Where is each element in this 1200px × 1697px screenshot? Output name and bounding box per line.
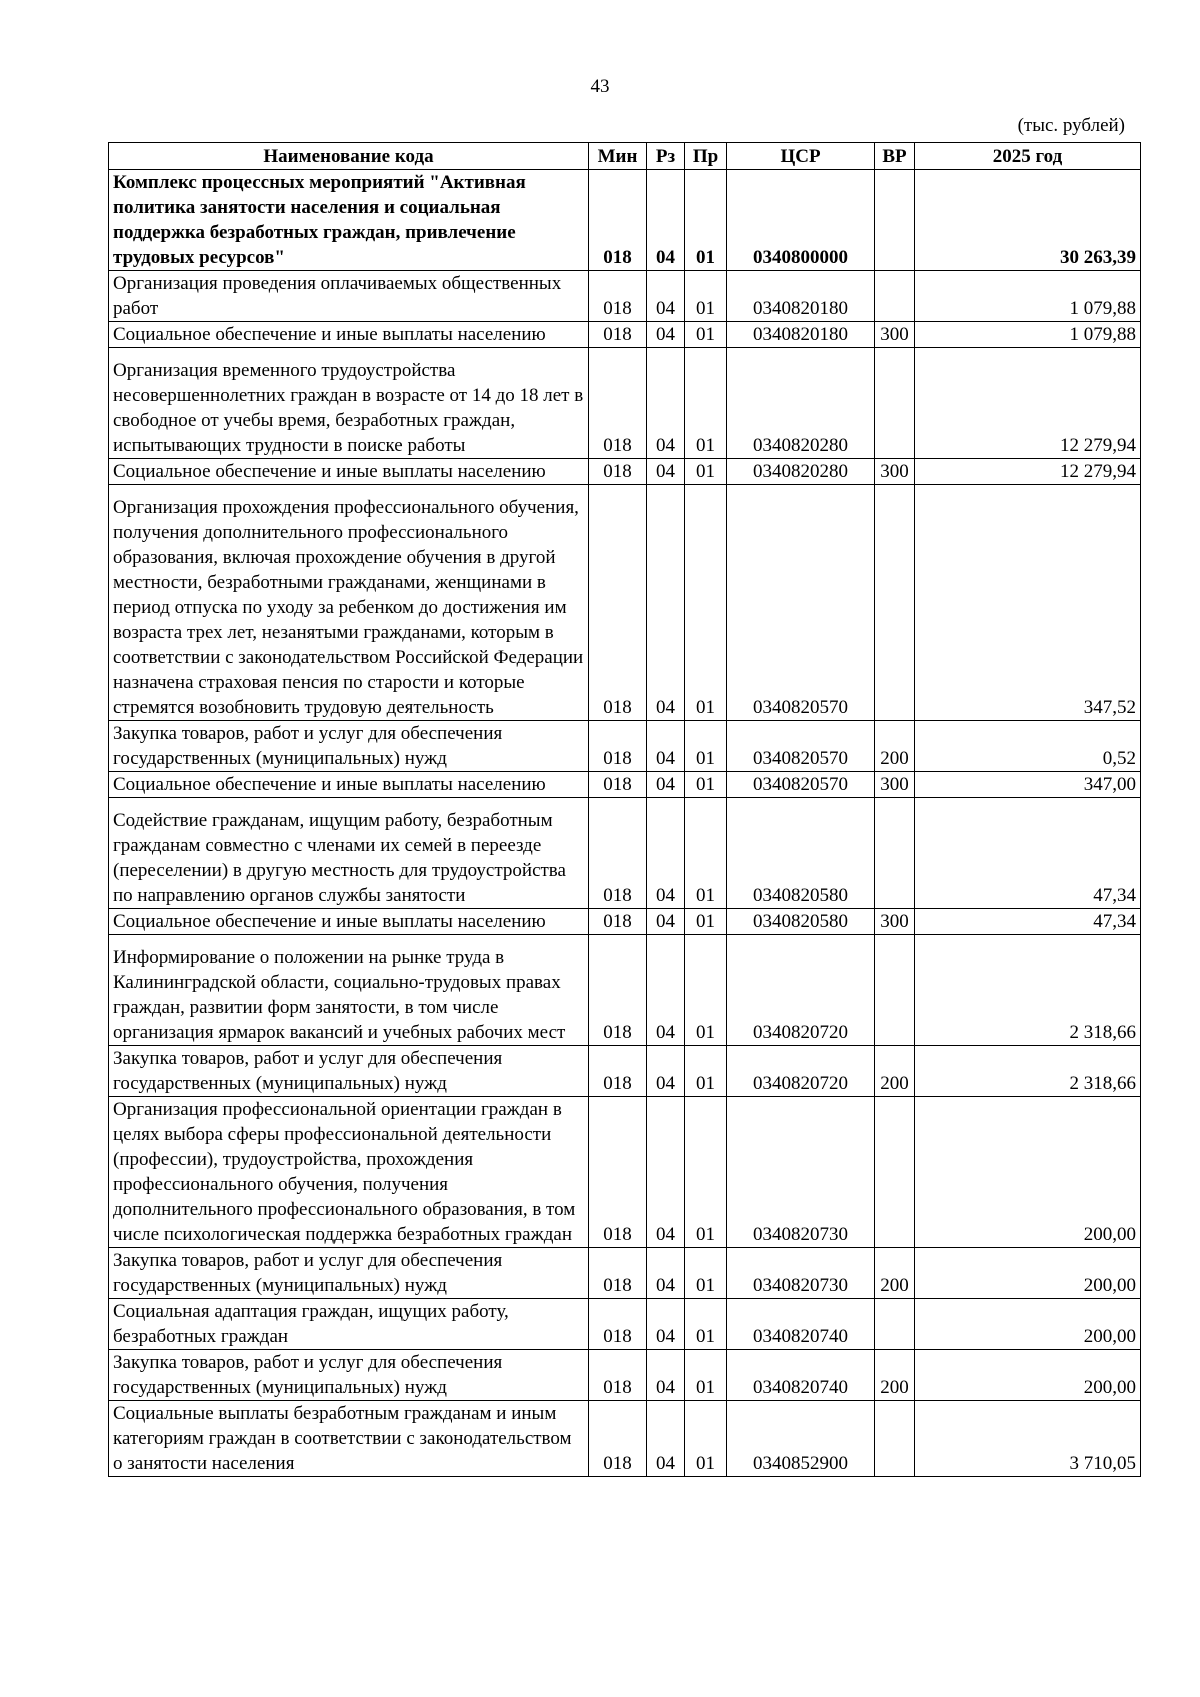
row-amount: 347,00	[915, 772, 1141, 798]
row-pr: 01	[685, 935, 727, 1046]
row-min: 018	[589, 721, 647, 772]
row-name: Закупка товаров, работ и услуг для обеспечения государственных (муниципальных) нужд	[109, 721, 589, 772]
row-name: Социальная адаптация граждан, ищущих работу, безработных граждан	[109, 1299, 589, 1350]
row-csr: 0340820180	[727, 322, 875, 348]
row-min: 018	[589, 935, 647, 1046]
table-row	[109, 485, 1141, 721]
row-vr	[875, 271, 915, 322]
row-amount: 47,34	[915, 909, 1141, 935]
row-name: Социальное обеспечение и иные выплаты населению	[109, 909, 589, 935]
row-amount: 3 710,05	[915, 1401, 1141, 1477]
row-rz: 04	[647, 721, 685, 772]
row-rz: 04	[647, 271, 685, 322]
header-csr: ЦСР	[727, 143, 875, 170]
row-pr: 01	[685, 772, 727, 798]
row-vr	[875, 1401, 915, 1477]
row-name: Социальные выплаты безработным гражданам и иным категориям граждан в соответствии с законодательством о занятости населения	[109, 1401, 589, 1477]
row-name: Организация проведения оплачиваемых общественных работ	[109, 271, 589, 322]
row-vr: 200	[875, 1248, 915, 1299]
row-min: 018	[589, 798, 647, 909]
row-amount: 347,52	[915, 485, 1141, 721]
row-csr: 0340820740	[727, 1299, 875, 1350]
table-row	[109, 271, 1141, 322]
table-row	[109, 772, 1141, 798]
row-pr: 01	[685, 1299, 727, 1350]
row-pr: 01	[685, 1046, 727, 1097]
row-min: 018	[589, 909, 647, 935]
table-row	[109, 1248, 1141, 1299]
row-vr	[875, 348, 915, 459]
row-min: 018	[589, 459, 647, 485]
table-row	[109, 322, 1141, 348]
row-rz: 04	[647, 170, 685, 271]
row-csr: 0340820570	[727, 485, 875, 721]
row-rz: 04	[647, 1299, 685, 1350]
row-min: 018	[589, 485, 647, 721]
row-amount: 200,00	[915, 1299, 1141, 1350]
row-min: 018	[589, 170, 647, 271]
header-min: Мин	[589, 143, 647, 170]
row-vr: 300	[875, 909, 915, 935]
row-rz: 04	[647, 459, 685, 485]
table-row	[109, 1299, 1141, 1350]
header-vr: ВР	[875, 143, 915, 170]
table-row	[109, 170, 1141, 271]
table-row	[109, 1350, 1141, 1401]
row-vr	[875, 170, 915, 271]
row-rz: 04	[647, 348, 685, 459]
units-label: (тыс. рублей)	[1017, 115, 1125, 136]
table-row	[109, 459, 1141, 485]
row-csr: 0340820180	[727, 271, 875, 322]
row-name: Комплекс процессных мероприятий "Активная политика занятости населения и социальная поддержка безработных граждан, привлечение трудовых ресурсов"	[109, 170, 589, 271]
header-pr: Пр	[685, 143, 727, 170]
header-rz: Рз	[647, 143, 685, 170]
row-min: 018	[589, 1299, 647, 1350]
row-csr: 0340820580	[727, 909, 875, 935]
row-min: 018	[589, 1401, 647, 1477]
row-min: 018	[589, 348, 647, 459]
row-rz: 04	[647, 909, 685, 935]
row-rz: 04	[647, 322, 685, 348]
row-name: Социальное обеспечение и иные выплаты населению	[109, 772, 589, 798]
row-rz: 04	[647, 935, 685, 1046]
row-csr: 0340800000	[727, 170, 875, 271]
row-amount: 1 079,88	[915, 322, 1141, 348]
row-csr: 0340820720	[727, 1046, 875, 1097]
row-vr: 300	[875, 322, 915, 348]
row-name: Закупка товаров, работ и услуг для обеспечения государственных (муниципальных) нужд	[109, 1046, 589, 1097]
table-row	[109, 798, 1141, 909]
row-rz: 04	[647, 1097, 685, 1248]
row-csr: 0340820730	[727, 1248, 875, 1299]
row-min: 018	[589, 1097, 647, 1248]
row-min: 018	[589, 1248, 647, 1299]
row-pr: 01	[685, 170, 727, 271]
row-pr: 01	[685, 1248, 727, 1299]
row-min: 018	[589, 1350, 647, 1401]
row-rz: 04	[647, 1401, 685, 1477]
row-name: Организация прохождения профессионального обучения, получения дополнительного профессионального образования, включая прохождение обучения в другой местности, безработными гражданами, женщинами в период отпуска по уходу за ребенком до достижения им возраста трех лет, незанятыми гражданами, которым в соответствии с законодательством Российской Федерации назначена страховая пенсия по старости и которые стремятся возобновить трудовую деятельность	[109, 485, 589, 721]
row-vr: 200	[875, 1046, 915, 1097]
row-amount: 30 263,39	[915, 170, 1141, 271]
row-pr: 01	[685, 1097, 727, 1248]
budget-table	[108, 142, 1141, 1477]
row-vr	[875, 1097, 915, 1248]
row-csr: 0340820570	[727, 772, 875, 798]
row-vr	[875, 935, 915, 1046]
row-csr: 0340820280	[727, 459, 875, 485]
row-pr: 01	[685, 909, 727, 935]
row-vr: 300	[875, 772, 915, 798]
row-name: Закупка товаров, работ и услуг для обеспечения государственных (муниципальных) нужд	[109, 1350, 589, 1401]
row-min: 018	[589, 1046, 647, 1097]
row-pr: 01	[685, 459, 727, 485]
row-vr: 200	[875, 1350, 915, 1401]
row-pr: 01	[685, 322, 727, 348]
row-pr: 01	[685, 798, 727, 909]
row-csr: 0340820740	[727, 1350, 875, 1401]
row-name: Организация временного трудоустройства несовершеннолетних граждан в возрасте от 14 до 18 лет в свободное от учебы время, безработных граждан, испытывающих трудности в поиске работы	[109, 348, 589, 459]
row-amount: 1 079,88	[915, 271, 1141, 322]
row-pr: 01	[685, 1401, 727, 1477]
table-row	[109, 1097, 1141, 1248]
row-rz: 04	[647, 1046, 685, 1097]
row-min: 018	[589, 322, 647, 348]
row-pr: 01	[685, 485, 727, 721]
row-vr: 200	[875, 721, 915, 772]
row-amount: 200,00	[915, 1350, 1141, 1401]
table-row	[109, 1046, 1141, 1097]
row-vr: 300	[875, 459, 915, 485]
row-csr: 0340820720	[727, 935, 875, 1046]
row-name: Содействие гражданам, ищущим работу, безработным гражданам совместно с членами их семей в переезде (переселении) в другую местность для трудоустройства по направлению органов службы занятости	[109, 798, 589, 909]
row-name: Информирование о положении на рынке труда в Калининградской области, социально-трудовых правах граждан, развитии форм занятости, в том числе организация ярмарок вакансий и учебных рабочих мест	[109, 935, 589, 1046]
row-amount: 2 318,66	[915, 1046, 1141, 1097]
row-amount: 47,34	[915, 798, 1141, 909]
table-row	[109, 721, 1141, 772]
row-pr: 01	[685, 271, 727, 322]
row-rz: 04	[647, 485, 685, 721]
row-amount: 0,52	[915, 721, 1141, 772]
row-pr: 01	[685, 348, 727, 459]
row-name: Закупка товаров, работ и услуг для обеспечения государственных (муниципальных) нужд	[109, 1248, 589, 1299]
table-row	[109, 935, 1141, 1046]
row-amount: 2 318,66	[915, 935, 1141, 1046]
table-row	[109, 909, 1141, 935]
header-amount: 2025 год	[915, 143, 1141, 170]
row-csr: 0340820580	[727, 798, 875, 909]
table-row	[109, 348, 1141, 459]
row-name: Организация профессиональной ориентации граждан в целях выбора сферы профессиональной деятельности (профессии), трудоустройства, прохождения профессионального обучения, получения дополнительного профессионального образования, в том числе психологическая поддержка безработных граждан	[109, 1097, 589, 1248]
row-amount: 12 279,94	[915, 348, 1141, 459]
row-rz: 04	[647, 1350, 685, 1401]
row-vr	[875, 1299, 915, 1350]
page-number: 43	[590, 76, 610, 97]
row-rz: 04	[647, 798, 685, 909]
row-vr	[875, 485, 915, 721]
header-name: Наименование кода	[109, 143, 589, 170]
table-row	[109, 1401, 1141, 1477]
row-amount: 200,00	[915, 1248, 1141, 1299]
row-amount: 200,00	[915, 1097, 1141, 1248]
row-min: 018	[589, 772, 647, 798]
row-min: 018	[589, 271, 647, 322]
table-header-row	[109, 143, 1141, 170]
row-rz: 04	[647, 1248, 685, 1299]
row-csr: 0340820730	[727, 1097, 875, 1248]
row-pr: 01	[685, 721, 727, 772]
row-csr: 0340820280	[727, 348, 875, 459]
row-csr: 0340820570	[727, 721, 875, 772]
row-csr: 0340852900	[727, 1401, 875, 1477]
row-rz: 04	[647, 772, 685, 798]
row-amount: 12 279,94	[915, 459, 1141, 485]
row-name: Социальное обеспечение и иные выплаты населению	[109, 322, 589, 348]
row-vr	[875, 798, 915, 909]
row-pr: 01	[685, 1350, 727, 1401]
row-name: Социальное обеспечение и иные выплаты населению	[109, 459, 589, 485]
